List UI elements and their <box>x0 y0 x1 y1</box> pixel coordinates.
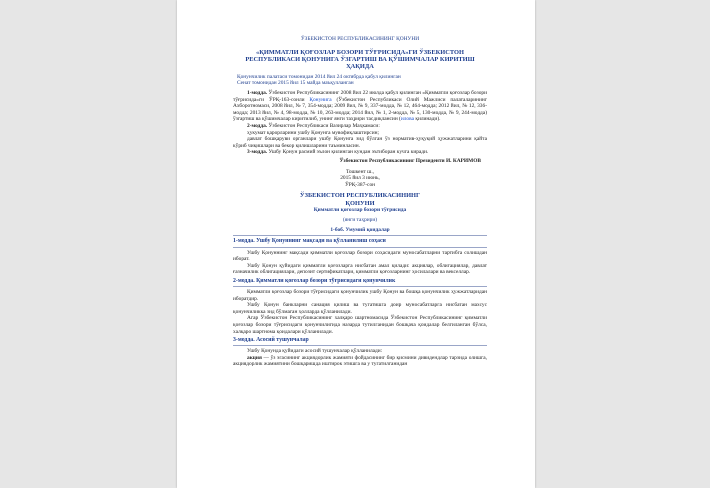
document-header: ЎЗБЕКИСТОН РЕСПУБЛИКАСИНИНГ ҚОНУНИ <box>300 36 420 42</box>
president-signature: Ўзбекистон Республикасининг Президенти И. КАРИМОВ <box>339 157 481 164</box>
section-3-heading: 3-модда. Асосий тушунчалар <box>233 337 309 344</box>
signing-place: Тошкент ш., <box>345 168 375 175</box>
section-2-paragraph-3: Агар Ўзбекистон Республикасининг халқаро шартномасида Ўзбекистон Республикасининг қимматли қоғозлар бозори тўғрисидаги қонунчилигида назарда тутилганидан бошқача қоидалар белгиланган бўлса, халқаро шартнома қоидалари қўлланилади. <box>233 315 487 335</box>
title-line-3: ҲАҚИДА <box>346 63 374 71</box>
law-number: ЎРҚ-387-сон <box>344 181 376 188</box>
article-2-item-1: ҳукумат қарорларини ушбу Қонунга мувофиқлаштирсин; <box>247 129 379 136</box>
article-2-text: Ўзбекистон Республикаси Вазирлар Маҳкамаси: <box>268 122 380 129</box>
law-heading-line-1: ЎЗБЕКИСТОН РЕСПУБЛИКАСИНИНГ <box>299 192 421 200</box>
section-2-heading: 2-модда. Қимматли қоғозлар бозори тўғрисидаги қонунчилик <box>233 277 396 284</box>
section-3-definition <box>233 355 487 368</box>
term-share-definition: — ўз эгасининг акциядорлик жамияти фойдасининг бир қисмини дивидендлар тарзида олишга, акциядорлик жамиятини бошқаришда иштирок этишга ва у тугатилганидан <box>233 354 487 368</box>
law-edition: (янги таҳрири) <box>342 216 378 223</box>
amendment-title <box>233 49 487 71</box>
article-2-item-2: давлат бошқаруви органлари ушбу Қонунга зид бўлган ўз норматив-ҳуқуқий ҳужжатларини қайта кўриб чиқишлари ва бекор қилишларини таъминласин. <box>233 136 487 149</box>
article-3 <box>233 149 487 156</box>
section-2-paragraph-2: Ушбу Қонун банкларни санация қилиш ва тугатишга доир муносабатларга нисбатан махсус қонунчиликка зид бўлмаган ҳолларда қўлланилади. <box>233 302 487 315</box>
law-heading-line-2: ҚОНУНИ <box>345 199 375 207</box>
approval-note: Сенат томонидан 2015 йил 15 майда маъқулланган <box>237 80 354 87</box>
divider <box>233 235 487 236</box>
article-1 <box>233 90 487 123</box>
chapter-1-heading: 1-боб. Умумий қоидалар <box>330 227 390 234</box>
divider <box>233 286 487 287</box>
signing-date: 2015 йил 3 июнь, <box>340 175 380 182</box>
adoption-note: Қонунчилик палатаси томонидан 2014 йил 24 октябрда қабул қилинган <box>237 73 401 80</box>
article-1-label: 1-модда. <box>247 90 268 96</box>
article-1-text-c: қилинади). <box>413 116 441 123</box>
title-line-1: «ҚИММАТЛИ ҚОҒОЗЛАР БОЗОРИ ТЎҒРИСИДА»ГИ ЎЗБЕКИСТОН <box>256 48 464 56</box>
divider <box>233 247 487 248</box>
title-line-2: РЕСПУБЛИКАСИ ҚОНУНИГА ЎЗГАРТИШ ВА ҚЎШИМЧАЛАР КИРИТИШ <box>245 56 475 63</box>
article-2-label: 2-модда. <box>247 122 268 129</box>
law-link[interactable]: Қонунига <box>309 96 332 103</box>
divider <box>233 345 487 346</box>
document-page <box>177 0 535 488</box>
law-name: Қимматли қоғозлар бозори тўғрисида <box>313 207 407 214</box>
section-3-paragraph-1: Ушбу Қонунда қуйидаги асосий тушунчалар қўлланилади: <box>247 348 383 355</box>
article-3-label: 3-модда. <box>247 149 268 156</box>
term-share: акция <box>247 354 262 361</box>
law-heading <box>233 192 487 207</box>
section-1-heading: 1-модда. Ушбу Қонуннинг мақсади ва қўлланилиш соҳаси <box>233 238 386 245</box>
appendix-link[interactable]: илова <box>400 116 414 123</box>
article-1-text-a: Ўзбекистон Республикасининг 2008 йил 22 июлда қабул қилинган «Қимматли қоғозлар бозори тўғрисида»ги ЎРҚ-163-сонли <box>233 90 487 103</box>
section-1-paragraph-2: Ушбу Қонун қуйидаги қимматли қоғозларга нисбатан амал қилади: акциялар, облигациялар, давлат ғазначилик облигациялари, депозит сертификатлари, қимматли қоғозларнинг ҳосилалари ва векселлар. <box>233 262 487 276</box>
article-3-text: Ушбу Қонун расмий эълон қилинган кундан эътиборан кучга киради. <box>268 149 429 156</box>
section-1-paragraph-1: Ушбу Қонуннинг мақсади қимматли қоғозлар бозори соҳасидаги муносабатларни тартибга солишдан иборат. <box>233 249 487 263</box>
article-2 <box>233 123 487 130</box>
section-2-paragraph-1: Қимматли қоғозлар бозори тўғрисидаги қонунчилик ушбу Қонун ва бошқа қонунчилик ҳужжатларидан иборатдир. <box>233 288 487 302</box>
article-1-text-b: (Ўзбекистон Республикаси Олий Мажлиси палаталарининг Ахборотномаси, 2008 йил, № 7, 354-модда; 2009 йил, № 9, 337-модда, № 12, 464-модда; 2012 йил, № 12, 336-модда; 2013 йил, № 4, 98-модда, № 10, 263-модда; 2014 йил, № 1, 2-модда, № 5, 130-модда, № 9, 244-модда) ўзгартиш ва қўшимчалар киритилиб, унинг янги таҳрири тасдиқлансин ( <box>233 96 487 123</box>
document-content <box>233 36 487 368</box>
